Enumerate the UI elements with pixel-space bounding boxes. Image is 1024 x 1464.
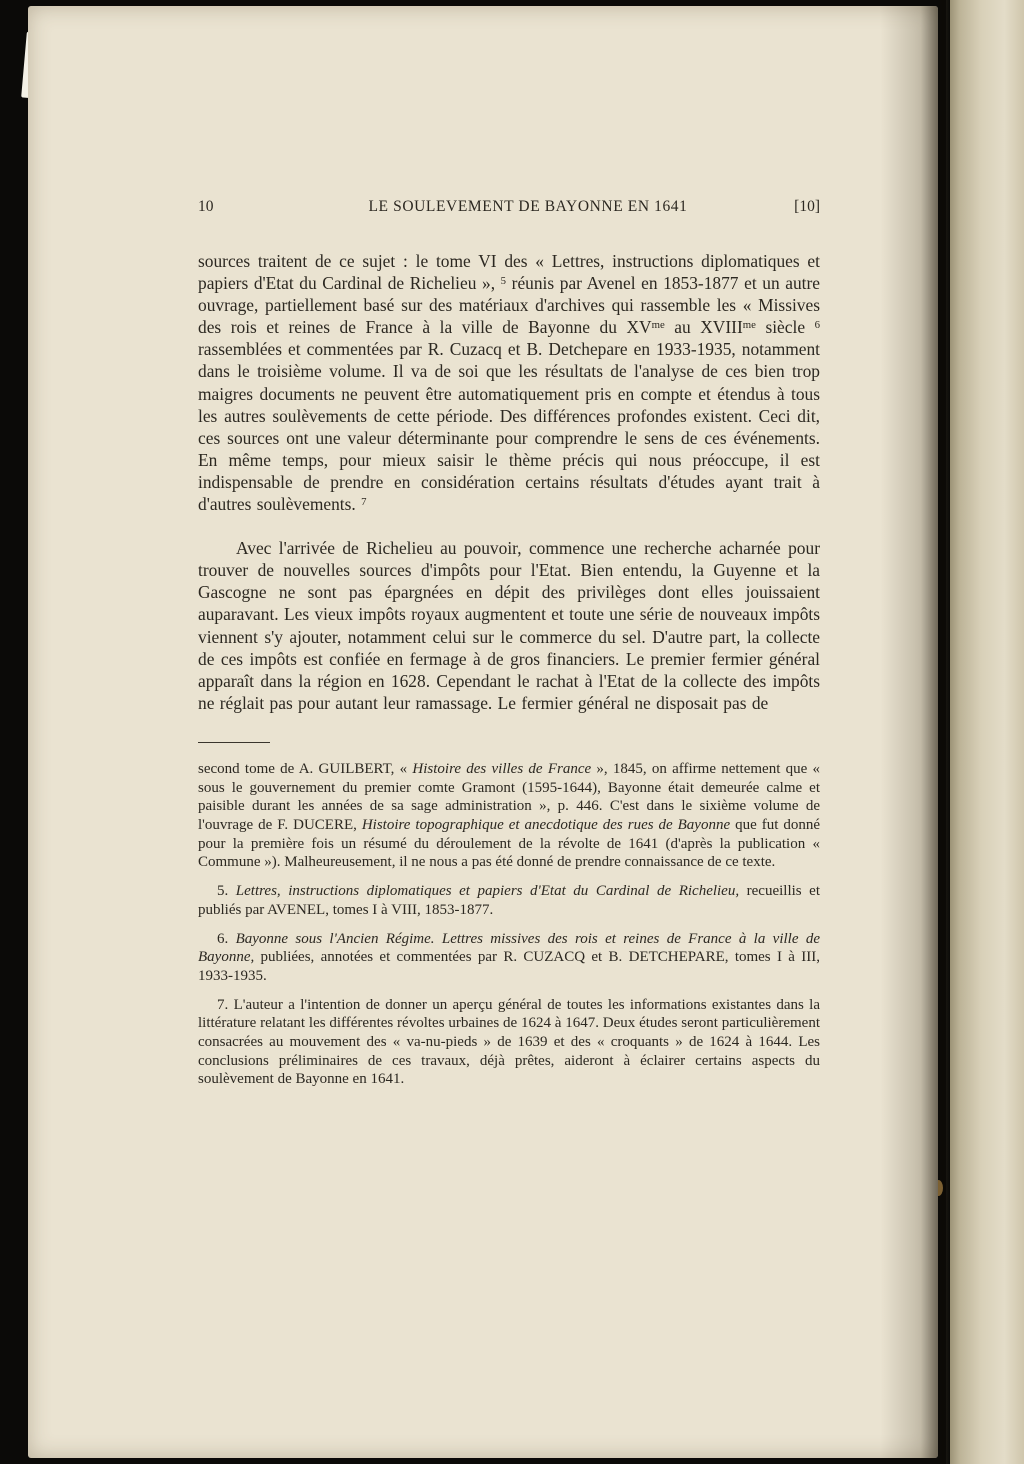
book-gutter-shadow (936, 0, 950, 1464)
body-paragraph-1: sources traitent de ce sujet : le tome VI des « Lettres, instructions diplomatiques et papiers d'Etat du Cardinal de Richelieu », $^5$ réunis par Avenel en 1853-1877 et un autre ouvrage, partiellement basé sur des matériaux d'archives qui rassemble les « Missives des rois et reines de France à la ville de Bayonne du $XV^{me}$ au $XVIII^{me}$ siècle $^6$ rassemblées et commentées par R. Cuzacq et B. Detchepare en 1933-1935, notamment dans le troisième volume. Il va de soi que les résultats de l'analyse de ces bien trop maigres documents ne peuvent être automatiquement pris en compte et étendus à tous les autres soulèvements de cette période. Des différences profondes existent. Ceci dit, ces sources ont une valeur déterminante pour comprendre le sens de ces événements. En même temps, pour mieux saisir le thème précis qui nous préoccupe, il est indispensable de prendre en considération certains résultats d'études ayant trait à d'autres soulèvements. $^7$ (198, 251, 821, 515)
footnote-5: 5. Lettres, instructions diplomatiques et papiers d'Etat du Cardinal de Richelieu, recueillis et publiés par AVENEL, tomes I à VIII, 1853-1877. (198, 883, 820, 918)
footnote-6: 6. Bayonne sous l'Ancien Régime. Lettres missives des rois et reines de France à la ville de Bayonne, publiées, annotées et commentées par R. CUZACQ et B. DETCHEPARE, tomes I à III, 1933-1935. (198, 930, 820, 984)
footnote-separator-rule (198, 742, 270, 743)
page-header (198, 198, 820, 216)
book-page (28, 6, 938, 1458)
footnote-continuation: second tome de A. GUILBERT, « Histoire des villes de France », 1845, on affirme nettement que « sous le gouvernement du premier comte Gramont (1595-1644), Bayonne était demeurée calme et paisible durant les années de sa sage administration », p. 446. C'est dans le sixième volume de l'ouvrage de F. DUCERE, Histoire topographique et anecdotique des rues de Bayonne que fut donné pour la première fois un résumé du déroulement de la révolte de 1641 (d'après la publication « Commune »). Malheureusement, il ne nous a pas été donné de prendre connaissance de ce texte. (198, 760, 821, 871)
running-title: LE SOULEVEMENT DE BAYONNE EN 1641 (368, 198, 688, 215)
footnote-7: 7. L'auteur a l'intention de donner un aperçu général de toutes les informations existantes dans la littérature relatant les différentes révoltes urbaines de 1624 à 1647. Deux études seront particulièrement consacrées au mouvement des « va-nu-pieds » de 1639 et des « croquants » de 1624 à 1644. Les conclusions préliminaires de ces travaux, déjà prêtes, aideront à éclairer certains aspects du soulèvement de Bayonne en 1641. (198, 996, 820, 1088)
page-number: 10 (198, 198, 214, 215)
page-content (198, 198, 820, 1099)
bracket-page-number: [10] (794, 198, 820, 215)
facing-page-edge (946, 0, 1024, 1464)
body-paragraph-2: Avec l'arrivée de Richelieu au pouvoir, commence une recherche acharnée pour trouver de nouvelles sources d'impôts pour l'Etat. Bien entendu, la Guyenne et la Gascogne ne sont pas épargnées en dépit des privilèges dont elles jouissaient auparavant. Les vieux impôts royaux augmentent et toute une série de nouveaux impôts viennent s'y ajouter, notamment celui sur le commerce du sel. D'autre part, la collecte de ces impôts est confiée en fermage à de gros financiers. Le premier fermier général apparaît dans la région en 1628. Cependant le rachat à l'Etat de la collecte des impôts ne réglait pas pour autant leur ramassage. Le fermier général ne disposait pas de (198, 538, 820, 713)
